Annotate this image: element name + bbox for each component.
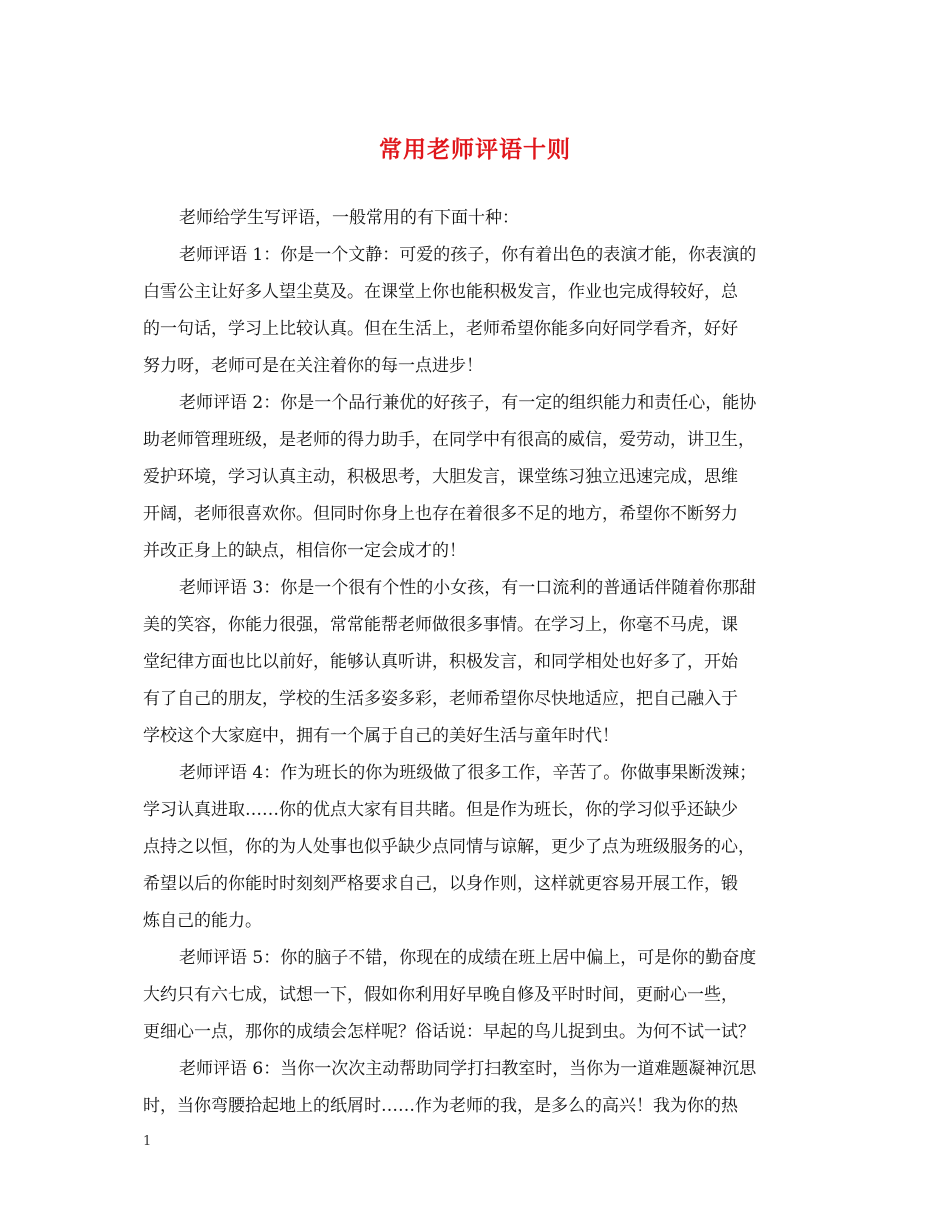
document-body (143, 200, 815, 1125)
paragraph-line: 希望以后的你能时时刻刻严格要求自己，以身作则，这样就更容易开展工作，锻 (143, 874, 738, 894)
paragraph-first-line: 老师给学生写评语，一般常用的有下面十种： (179, 208, 519, 228)
paragraph-line: 努力呀，老师可是在关注着你的每一点进步！ (143, 356, 483, 376)
paragraph-line: 时，当你弯腰拾起地上的纸屑时……作为老师的我，是多么的高兴！我为你的热 (143, 1096, 738, 1116)
paragraph-line: 爱护环境，学习认真主动，积极思考，大胆发言，课堂练习独立迅速完成，思维 (143, 467, 738, 487)
paragraph-first-line: 老师评语 3：你是一个很有个性的小女孩，有一口流利的普通话伴随着你那甜 (179, 578, 757, 598)
paragraph-first-line: 老师评语 4：作为班长的你为班级做了很多工作，辛苦了。你做事果断泼辣； (179, 763, 757, 783)
paragraph-line: 大约只有六七成，试想一下，假如你利用好早晚自修及平时时间，更耐心一些， (143, 985, 738, 1005)
paragraph-line: 白雪公主让好多人望尘莫及。在课堂上你也能积极发言，作业也完成得较好，总 (143, 282, 738, 302)
paragraph-line: 有了自己的朋友，学校的生活多姿多彩，老师希望你尽快地适应，把自己融入于 (143, 689, 738, 709)
paragraph-first-line: 老师评语 1：你是一个文静：可爱的孩子，你有着出色的表演才能，你表演的 (179, 245, 757, 265)
paragraph-line: 的一句话，学习上比较认真。但在生活上，老师希望你能多向好同学看齐，好好 (143, 319, 738, 339)
paragraph-line: 堂纪律方面也比以前好，能够认真听讲，积极发言，和同学相处也好多了，开始 (143, 652, 738, 672)
paragraph-first-line: 老师评语 6：当你一次次主动帮助同学打扫教室时，当你为一道难题凝神沉思 (179, 1059, 757, 1079)
paragraph-line: 点持之以恒，你的为人处事也似乎缺少点同情与谅解，更少了点为班级服务的心， (143, 837, 755, 857)
page-number: 1 (143, 1134, 152, 1149)
paragraph-first-line: 老师评语 5：你的脑子不错，你现在的成绩在班上居中偏上，可是你的勤奋度 (179, 948, 757, 968)
document-title: 常用老师评语十则 (379, 136, 571, 163)
paragraph-line: 学校这个大家庭中，拥有一个属于自己的美好生活与童年时代！ (143, 726, 619, 746)
paragraph-line: 美的笑容，你能力很强，常常能帮老师做很多事情。在学习上，你毫不马虎，课 (143, 615, 738, 635)
paragraph-line: 开阔，老师很喜欢你。但同时你身上也存在着很多不足的地方，希望你不断努力 (143, 504, 738, 524)
paragraph-line: 更细心一点，那你的成绩会怎样呢？俗话说：早起的鸟儿捉到虫。为何不试一试？ (143, 1022, 755, 1042)
paragraph-first-line: 老师评语 2：你是一个品行兼优的好孩子，有一定的组织能力和责任心，能协 (179, 393, 757, 413)
paragraph-line: 学习认真进取……你的优点大家有目共睹。但是作为班长，你的学习似乎还缺少 (143, 800, 738, 820)
paragraph-line: 炼自己的能力。 (143, 911, 262, 931)
paragraph-line: 并改正身上的缺点，相信你一定会成才的！ (143, 541, 466, 561)
paragraph-line: 助老师管理班级，是老师的得力助手，在同学中有很高的威信，爱劳动，讲卫生， (143, 430, 755, 450)
